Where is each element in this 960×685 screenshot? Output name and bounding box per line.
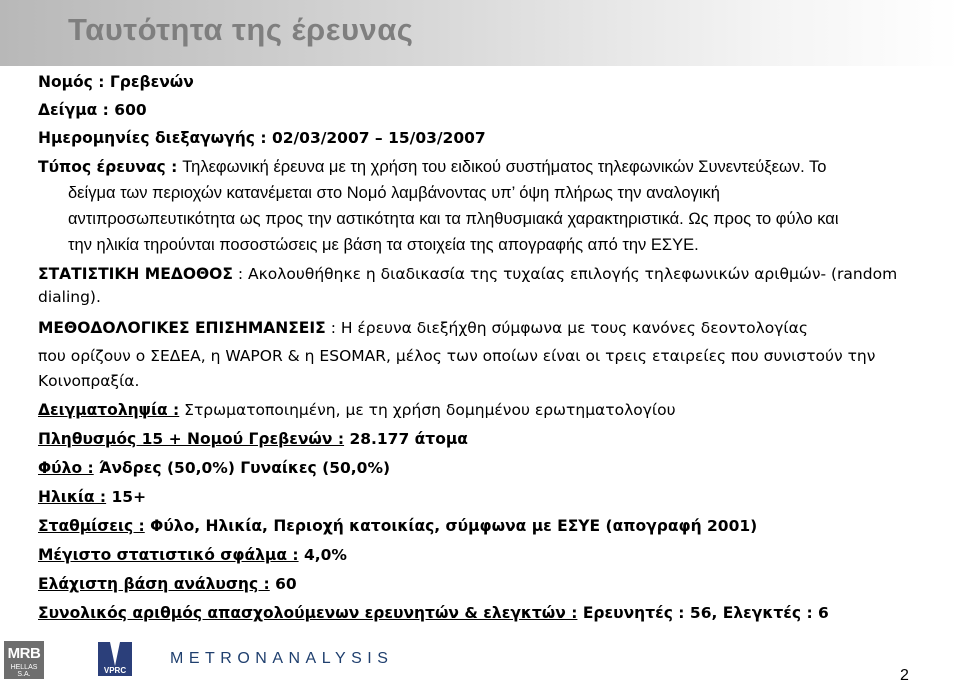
- staff-label: Συνολικός αριθμός απασχολούμενων ερευνητών & ελεγκτών :: [38, 604, 578, 622]
- weights-label: Σταθμίσεις :: [38, 517, 145, 535]
- dates-label: Ημερομηνίες διεξαγωγής :: [38, 129, 267, 147]
- mrb-logo-subtext: HELLAS S.A.: [10, 664, 38, 678]
- mrb-logo: [4, 641, 44, 679]
- age-label: Ηλικία :: [38, 488, 107, 506]
- sample-label: Δείγμα :: [38, 101, 109, 119]
- metron-analysis-logo: METRONANALYSIS: [170, 650, 394, 667]
- region-value: Γρεβενών: [109, 73, 194, 91]
- notes-line1: : Η έρευνα διεξήχθη σύμφωνα με τους κανόνες δεοντολογίας: [330, 319, 808, 337]
- max-error-value: 4,0%: [298, 546, 347, 564]
- sampling-row: [38, 400, 676, 420]
- method-label: ΣΤΑΤΙΣΤΙΚΗ ΜΕΔΟΘΟΣ: [38, 265, 233, 283]
- region-row: [38, 72, 194, 92]
- mrb-logo-text: MRB: [7, 645, 41, 662]
- page-title: Ταυτότητα της έρευνας: [68, 12, 414, 47]
- survey-type-row: [38, 157, 826, 177]
- sampling-label: Δειγματοληψία :: [38, 401, 180, 419]
- notes-line2: που ορίζουν ο ΣΕΔΕΑ, η WAPOR & η ESOMAR, μέλος των οποίων είναι οι τρεις εταιρείες που συνιστούν την: [38, 347, 876, 365]
- population-value: 28.177 άτομα: [344, 430, 468, 448]
- vprc-logo: [96, 640, 134, 678]
- gender-row: [38, 458, 390, 478]
- gender-label: Φύλο :: [38, 459, 94, 477]
- dates-row: [38, 128, 486, 148]
- region-label: Νομός :: [38, 73, 105, 91]
- sample-value: 600: [114, 101, 147, 119]
- method-line2: dialing).: [38, 288, 101, 306]
- sampling-value: Στρωματοποιημένη, με τη χρήση δομημένου ερωτηματολογίου: [179, 401, 676, 419]
- age-row: [38, 487, 146, 507]
- survey-type-line3: αντιπροσωπευτικότητα ως προς την αστικότητα και τα πληθυσμιακά χαρακτηριστικά. Ως προς το φύλο και: [68, 210, 839, 228]
- staff-row: [38, 603, 829, 623]
- weights-row: [38, 516, 757, 536]
- survey-type-label: Τύπος έρευνας :: [38, 158, 178, 176]
- max-error-row: [38, 545, 347, 565]
- notes-row: [38, 318, 808, 338]
- method-row: [38, 264, 897, 284]
- method-line1: : Ακολουθήθηκε η διαδικασία της τυχαίας επιλογής τηλεφωνικών αριθμών- (random: [237, 265, 898, 283]
- survey-type-line4: την ηλικία τηρούνται ποσοστώσεις με βάση τα στοιχεία της απογραφής από την ΕΣΥΕ.: [68, 236, 699, 254]
- gender-value: Άνδρες (50,0%) Γυναίκες (50,0%): [93, 459, 391, 477]
- vprc-logo-text: VPRC: [103, 666, 127, 675]
- sample-row: [38, 100, 147, 120]
- dates-value: 02/03/2007 – 15/03/2007: [271, 129, 486, 147]
- staff-value: Ερευνητές : 56, Ελεγκτές : 6: [577, 604, 829, 622]
- survey-type-line1: Τηλεφωνική έρευνα με τη χρήση του ειδικού συστήματος τηλεφωνικών Συνεντεύξεων. Το: [182, 158, 827, 176]
- max-error-label: Μέγιστο στατιστικό σφάλμα :: [38, 546, 299, 564]
- notes-label: ΜΕΘΟΔΟΛΟΓΙΚΕΣ ΕΠΙΣΗΜΑΝΣΕΙΣ: [38, 319, 326, 337]
- age-value: 15+: [106, 488, 147, 506]
- min-base-label: Ελάχιστη βάση ανάλυσης :: [38, 575, 270, 593]
- page-number: 2: [900, 667, 909, 684]
- survey-type-line2: δείγμα των περιοχών κατανέμεται στο Νομό λαμβάνοντας υπ’ όψη πλήρως την αναλογική: [68, 184, 720, 202]
- weights-value: Φύλο, Ηλικία, Περιοχή κατοικίας, σύμφωνα με ΕΣΥΕ (απογραφή 2001): [144, 517, 758, 535]
- min-base-row: [38, 574, 297, 594]
- population-label: Πληθυσμός 15 + Νομού Γρεβενών :: [38, 430, 345, 448]
- notes-line3: Κοινοπραξία.: [38, 372, 140, 390]
- population-row: [38, 429, 468, 449]
- min-base-value: 60: [269, 575, 297, 593]
